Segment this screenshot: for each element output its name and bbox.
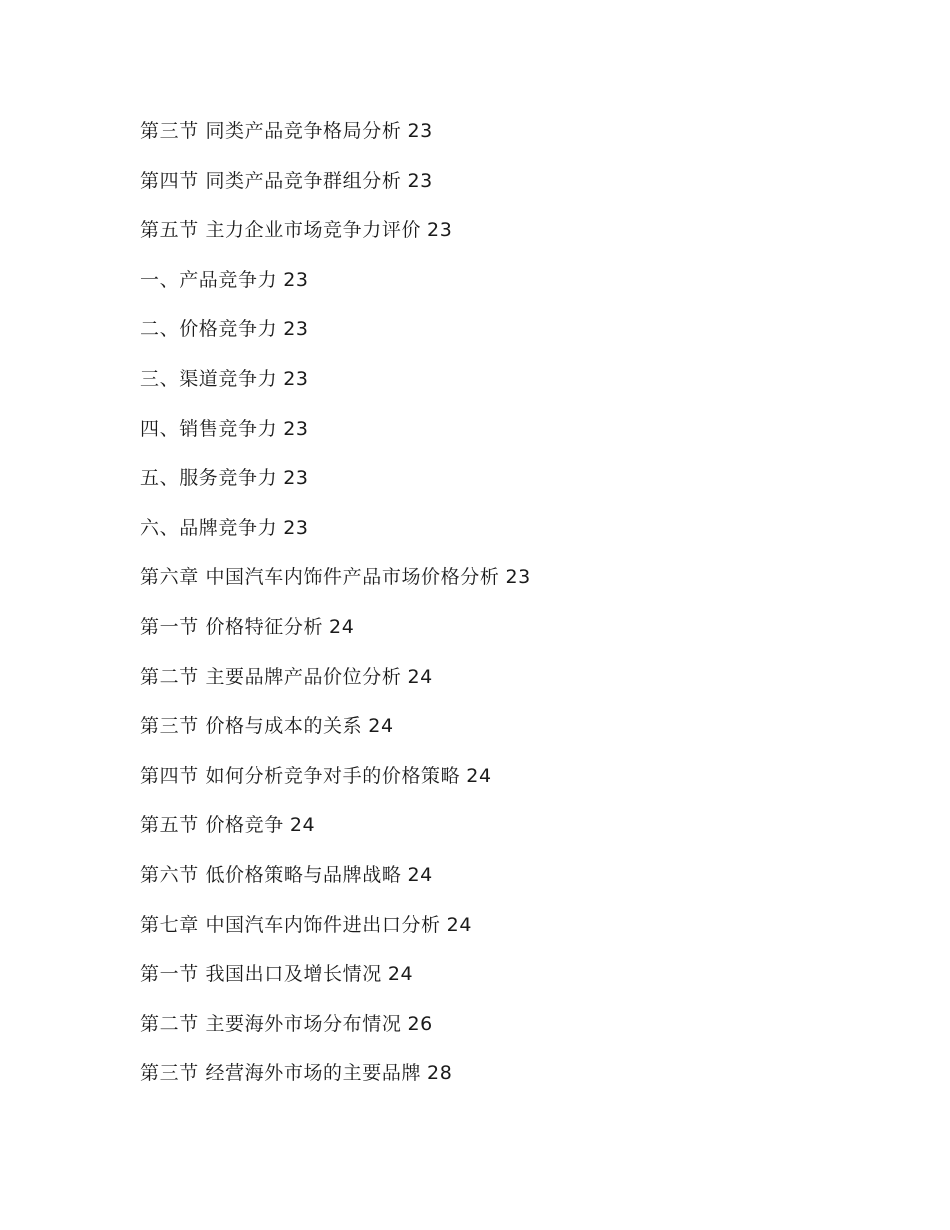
- toc-entry-page: 23: [283, 467, 309, 490]
- toc-entry-page: 24: [407, 665, 433, 688]
- toc-entry-title: 第三节 经营海外市场的主要品牌: [140, 1062, 422, 1085]
- toc-entry-title: 第二节 主要海外市场分布情况: [140, 1012, 402, 1035]
- toc-entry-title: 第三节 价格与成本的关系: [140, 715, 363, 738]
- toc-entry-title: 第二节 主要品牌产品价位分析: [140, 665, 402, 688]
- toc-entry-title: 六、品牌竞争力: [140, 516, 278, 539]
- toc-entry-title: 第三节 同类产品竞争格局分析: [140, 120, 402, 142]
- toc-entry-page: 23: [283, 417, 309, 440]
- toc-entry-title: 五、服务竞争力: [140, 467, 278, 490]
- toc-entry-title: 三、渠道竞争力: [140, 367, 278, 390]
- toc-entry[interactable]: [140, 713, 531, 763]
- toc-entry-title: 第五节 主力企业市场竞争力评价: [140, 219, 422, 242]
- toc-entry-page: 24: [368, 715, 394, 738]
- toc-entry[interactable]: [140, 217, 531, 267]
- toc-entry-title: 四、销售竞争力: [140, 417, 278, 440]
- toc-entry-page: 23: [283, 516, 309, 539]
- toc-entry-page: 23: [407, 120, 433, 142]
- toc-entry[interactable]: [140, 168, 531, 218]
- toc-entry[interactable]: [140, 961, 531, 1011]
- toc-entry[interactable]: [140, 763, 531, 813]
- toc-entry-page: 23: [505, 566, 531, 589]
- toc-entry-page: 28: [427, 1062, 453, 1085]
- toc-entry-title: 第七章 中国汽车内饰件进出口分析: [140, 913, 441, 936]
- toc-entry[interactable]: [140, 366, 531, 416]
- toc-entry[interactable]: [140, 912, 531, 962]
- toc-entry-page: 23: [283, 318, 309, 341]
- toc-entry[interactable]: [140, 862, 531, 912]
- toc-entry-title: 第五节 价格竞争: [140, 814, 284, 837]
- toc-entry-page: 24: [387, 963, 414, 986]
- toc-entry-page: 23: [283, 367, 309, 390]
- toc-entry[interactable]: [140, 564, 531, 614]
- toc-entry-title: 一、产品竞争力: [140, 268, 278, 291]
- toc-entry-title: 第一节 价格特征分析: [140, 615, 324, 638]
- toc-entry-page: 23: [283, 268, 309, 291]
- toc-entry-page: 24: [466, 764, 492, 787]
- toc-entry[interactable]: [140, 812, 531, 862]
- toc-entry[interactable]: [140, 664, 531, 714]
- toc-entry-page: 24: [407, 863, 433, 886]
- toc-entry-title: 第一节 我国出口及增长情况: [140, 963, 382, 986]
- toc-entry-title: 第四节 同类产品竞争群组分析: [140, 169, 402, 192]
- toc-entry-title: 二、价格竞争力: [140, 318, 278, 341]
- toc-entry[interactable]: [140, 118, 531, 168]
- toc-entry[interactable]: [140, 1011, 531, 1061]
- toc-entry-title: 第六章 中国汽车内饰件产品市场价格分析: [140, 566, 500, 589]
- toc-entry-page: 23: [427, 219, 453, 242]
- toc-entry[interactable]: [140, 1060, 531, 1110]
- toc-entry[interactable]: [140, 267, 531, 317]
- toc-entry-page: 24: [329, 615, 355, 638]
- toc-entry-page: 26: [407, 1012, 433, 1035]
- toc-entry-title: 第四节 如何分析竞争对手的价格策略: [140, 764, 461, 787]
- toc-entry[interactable]: [140, 316, 531, 366]
- toc-entry[interactable]: [140, 465, 531, 515]
- toc-entry[interactable]: [140, 614, 531, 664]
- toc-entry-title: 第六节 低价格策略与品牌战略: [140, 863, 402, 886]
- toc-entry-page: 23: [407, 169, 433, 192]
- toc-entry[interactable]: [140, 515, 531, 565]
- toc-entry-page: 24: [446, 913, 473, 936]
- toc-entry-page: 24: [289, 814, 316, 837]
- table-of-contents: [140, 118, 531, 1110]
- toc-entry[interactable]: [140, 416, 531, 466]
